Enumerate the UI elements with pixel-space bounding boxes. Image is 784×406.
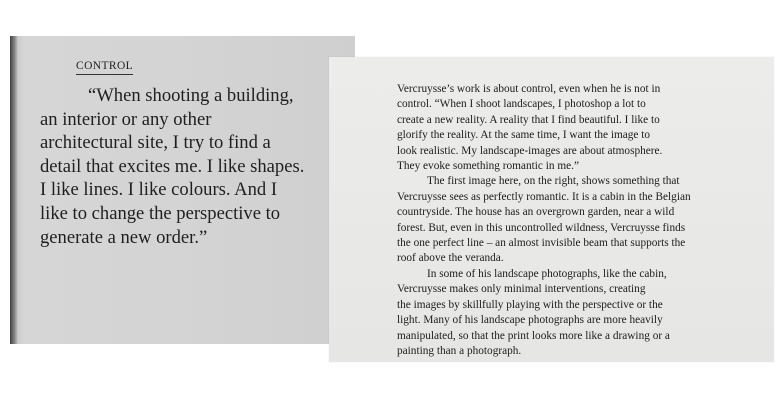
body-line: Vercruysse’s work is about control, even when he is not in [397,83,661,95]
body-line: look realistic. My landscape-images are about atmosphere. [397,144,663,157]
body-line: the images by skillfully playing with the perspective or the [397,298,663,311]
body-line: control. “When I shoot landscapes, I photoshop a lot to [397,98,646,111]
body-line: countryside. The house has an overgrown garden, near a wild [397,206,675,219]
pull-quote [40,84,345,249]
section-label: CONTROL [76,60,133,75]
right-page [329,57,774,362]
body-line: The first image here, on the right, shows something that [427,175,680,188]
body-line: They evoke something romantic in me.” [397,160,579,173]
quote-line: I like lines. I like colours. And I [40,179,278,201]
quote-line: like to change the perspective to [40,202,281,224]
body-line: Vercruysse makes only minimal interventions, creating [397,283,646,296]
body-line: manipulated, so that the print looks more like a drawing or a [397,329,670,342]
quote-line: detail that excites me. I like shapes. [40,155,305,177]
quote-line: architectural site, I try to find a [40,132,271,154]
page-spine-shadow [10,36,18,344]
body-line: the one perfect line – an almost invisible beam that supports the [397,237,686,250]
quote-line: an interior or any other [40,108,212,130]
body-line: painting than a photograph. [397,344,522,357]
body-line: Vercruysse sees as perfectly romantic. It is a cabin in the Belgian [397,190,691,203]
body-line: light. Many of his landscape photographs are more heavily [397,314,663,327]
body-text [397,82,767,359]
quote-line: “When shooting a building, [88,85,294,106]
quote-line: generate a new order.” [40,226,208,248]
body-line: In some of his landscape photographs, like the cabin, [427,267,667,280]
body-line: create a new reality. A reality that I find beautiful. I like to [397,113,660,126]
body-line: forest. But, even in this uncontrolled wildness, Vercruysse finds [397,221,686,234]
body-line: glorify the reality. At the same time, I want the image to [397,129,651,142]
body-line: roof above the veranda. [397,252,504,265]
left-page [10,36,355,344]
